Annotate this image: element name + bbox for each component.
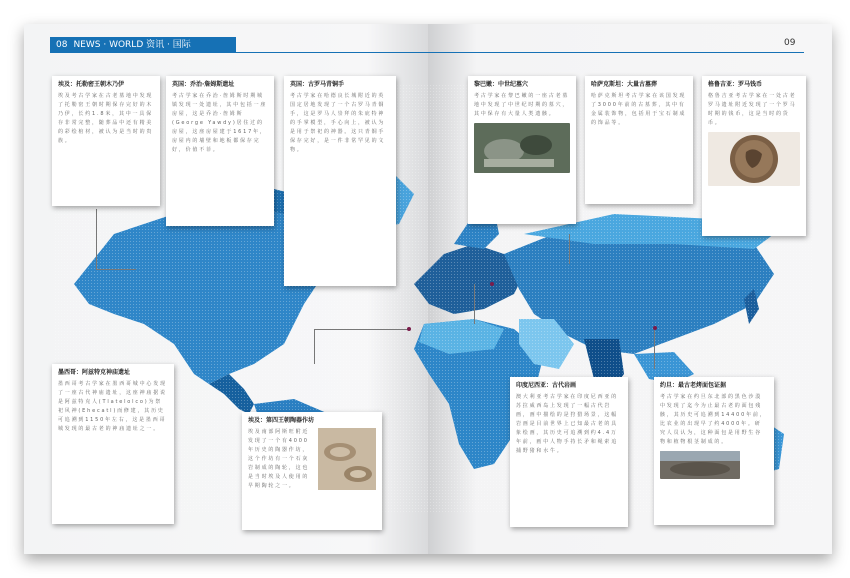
news-card-uk-james bbox=[166, 76, 274, 226]
news-card-mexico-temple bbox=[52, 364, 174, 524]
card-body: 考古学家在哈德良长城附近的英国定居地发现了一个古罗马青铜手，这是罗马人崇拜的朱庇特神的手掌模型，手心向上，被认为是用于祭祀的神器。这只青铜手保存完好，是一件非常罕见的文物。 bbox=[290, 93, 386, 153]
excavation-photo bbox=[660, 451, 740, 479]
header-rule-right bbox=[428, 52, 804, 53]
leader-line bbox=[654, 329, 655, 369]
card-body: 埃及南部阿斯旺附近发现了一个有4000年历史的陶器作坊，这个作坊有一个石灰岩制成的陶轮，这也是当时埃及人使用的早期陶轮之一。 bbox=[248, 429, 310, 489]
card-title: 黎巴嫩：中世纪墓穴 bbox=[474, 81, 529, 88]
leader-line bbox=[569, 234, 570, 264]
map-pin bbox=[490, 282, 494, 286]
news-card-egypt-mummy bbox=[52, 76, 160, 206]
section-title: NEWS · WORLD 资讯 · 国际 bbox=[73, 40, 191, 50]
card-title: 格鲁吉亚：罗马钱币 bbox=[708, 81, 763, 88]
card-body: 考古学家在黎巴嫩的一座古老墓地中发现了中世纪时期的墓穴，其中保存有大量人类遗骸。 bbox=[474, 93, 570, 117]
news-card-jordan-bread bbox=[654, 377, 774, 525]
news-card-indonesia-rock-art bbox=[510, 377, 628, 527]
header-rule-left bbox=[50, 52, 428, 53]
card-title: 埃及：托勒密王朝木乃伊 bbox=[58, 81, 125, 88]
card-title: 埃及：第四王朝陶器作坊 bbox=[248, 417, 315, 424]
section-header bbox=[50, 37, 236, 53]
card-title: 印度尼西亚：古代岩画 bbox=[516, 382, 577, 389]
news-card-georgia-coin bbox=[702, 76, 806, 236]
card-title: 英国：古罗马青铜手 bbox=[290, 81, 345, 88]
roman-coin-photo bbox=[708, 132, 800, 186]
card-body: 澳大利亚考古学家在印度尼西亚的苏拉威西岛上发现了一幅古代岩画，画中描绘的是狩猎场景，这幅岩画是目前世界上已知最古老的具象绘画，其历史可追溯到约4.4万年前，画中人物手持长矛和绳索追捕野猪和水牛。 bbox=[516, 394, 619, 454]
map-pin bbox=[653, 326, 657, 330]
leader-line bbox=[96, 269, 136, 270]
card-title: 哈萨克斯坦：大量古墓葬 bbox=[591, 81, 658, 88]
news-card-kazakhstan-tombs bbox=[585, 76, 693, 204]
card-body: 哈萨克斯坦考古学家在该国发现了3000年前的古墓葬，其中有金属装饰物，包括用于宝石制成的饰品等。 bbox=[591, 93, 687, 126]
news-card-egypt-pottery bbox=[242, 412, 382, 530]
card-title: 英国：乔治·詹姆斯遗址 bbox=[172, 81, 235, 88]
leader-line bbox=[314, 329, 409, 330]
card-body: 埃及考古学家在古老墓地中发现了托勒密王朝时期保存完好的木乃伊，长约1.8米，其中一具保存非常完整，随葬品中还有精美的彩绘棺材，被认为是当时的贵族。 bbox=[58, 93, 154, 144]
news-card-uk-bronze-hand bbox=[284, 76, 396, 286]
news-card-lebanon-tomb bbox=[468, 76, 576, 224]
pottery-photo bbox=[318, 428, 376, 490]
map-pin bbox=[407, 327, 411, 331]
page-number-right: 09 bbox=[784, 38, 796, 48]
tomb-photo bbox=[474, 123, 570, 173]
card-body: 墨西哥考古学家在墨西哥城中心发现了一座古代神庙遗址，这座神庙据说是阿兹特克人(Tlatelolco)为祭祀风神(Ehecatl)而修建，其历史可追溯到1150年左右，这是墨西哥城发现的最古老的神庙遗址之一。 bbox=[58, 381, 167, 432]
card-body: 考古学家在乔治·詹姆斯时期城镇发现一处遗址，其中包括一座房屋，这是乔治·詹姆斯(George Yawdy)居住过的房屋，这座房屋建于1617年，房屋内的墙壁和地板都保存完好，价值不菲。 bbox=[172, 93, 268, 153]
magazine-spread bbox=[24, 24, 832, 554]
leader-line bbox=[474, 284, 475, 324]
page-number-left: 08 bbox=[56, 40, 68, 50]
card-body: 考古学家在约旦东北部的黑色沙漠中发现了迄今为止最古老的面包残骸，其历史可追溯到14400年前，比农业的出现早了约4000年。研究人员认为，这种面包是用野生谷物和植物根茎制成的。 bbox=[660, 394, 767, 445]
card-body: 格鲁吉亚考古学家在一处古老罗马遗址附近发现了一个罗马时期的钱币，这是当时的货币。 bbox=[708, 93, 797, 126]
leader-line bbox=[96, 209, 97, 269]
card-title: 墨西哥：阿兹特克神庙遗址 bbox=[58, 369, 131, 376]
leader-line bbox=[314, 329, 315, 364]
card-title: 约旦：最古老烤面包证据 bbox=[660, 382, 727, 389]
